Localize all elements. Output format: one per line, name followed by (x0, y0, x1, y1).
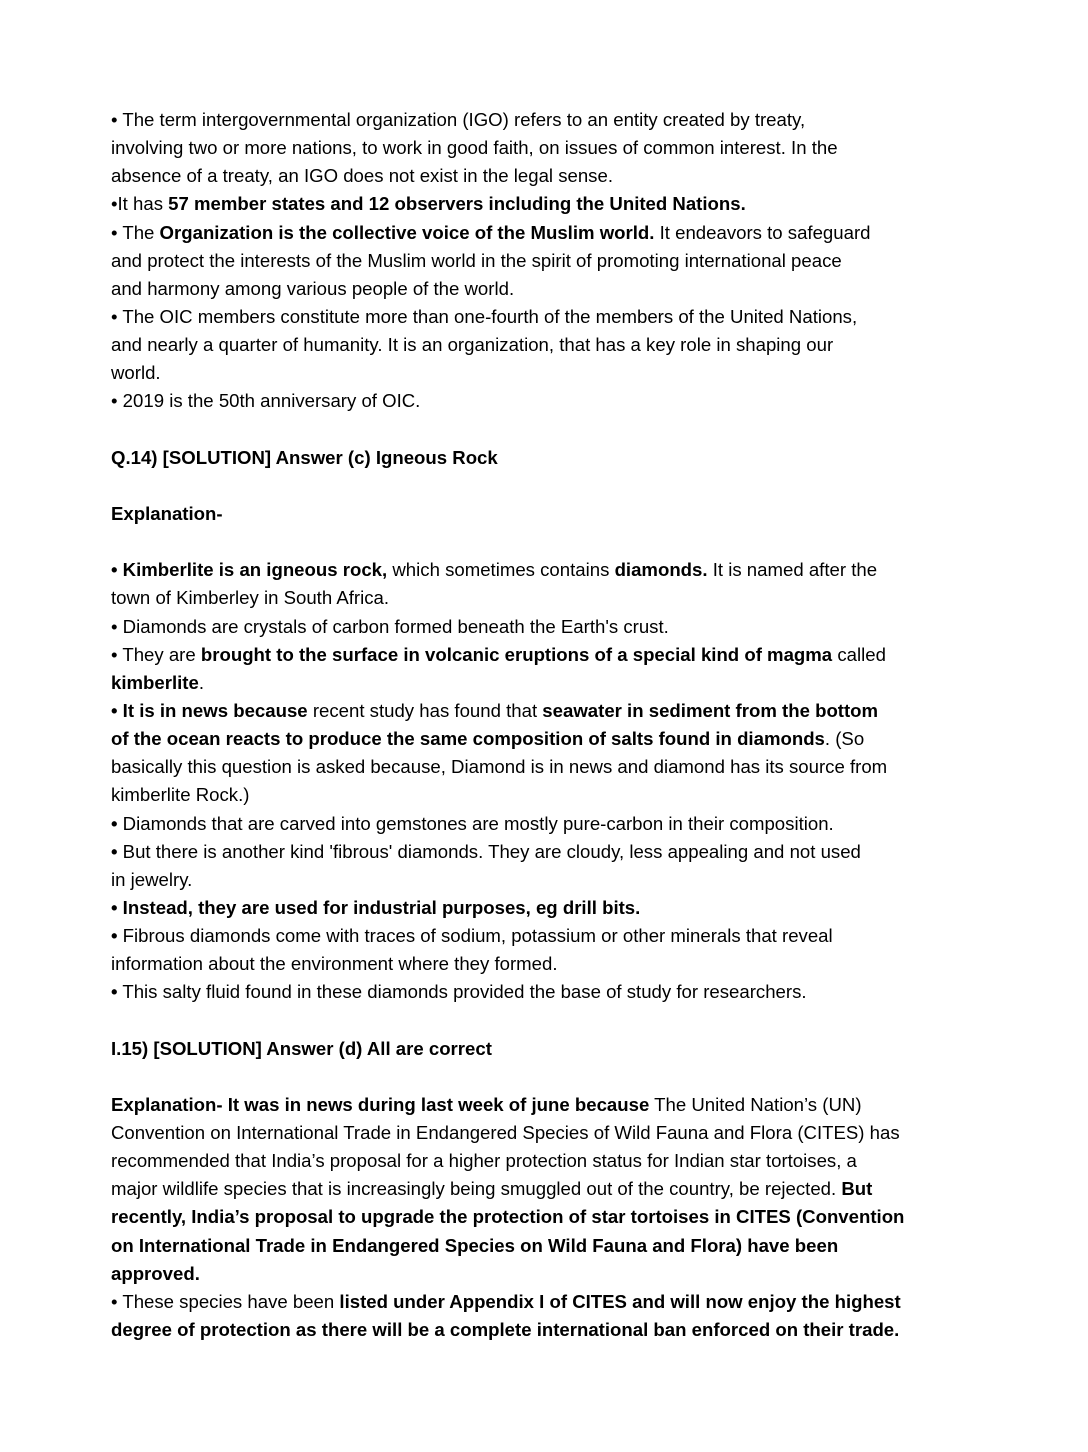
bold-text: • Instead, they are used for industrial purposes, eg drill bits. (111, 896, 641, 918)
text-line (111, 613, 1011, 641)
text-line (111, 1260, 1011, 1288)
text: world. (111, 362, 161, 384)
text: major wildlife species that is increasingly being smuggled out of the country, be rejected. (111, 1178, 842, 1200)
text-line (111, 387, 1011, 415)
text-line (111, 1203, 1011, 1231)
text: • The OIC members constitute more than one-fourth of the members of the United Nations, (111, 305, 858, 327)
text-line (111, 838, 1011, 866)
bold-text: Explanation- (111, 502, 223, 524)
blank-line (111, 528, 1011, 556)
text: . (198, 671, 205, 693)
bold-text: brought to the surface in volcanic eruptions of a special kind of magma (200, 643, 833, 665)
text: in jewelry. (111, 868, 193, 890)
text: • These species have been (111, 1290, 340, 1312)
text: and nearly a quarter of humanity. It is an organization, that has a key role in shaping our (111, 334, 834, 356)
text: . (So (824, 728, 865, 750)
bold-text: of the ocean reacts to produce the same composition of salts found in diamonds (111, 728, 825, 750)
blank-line (111, 1063, 1011, 1091)
text-line (111, 1035, 1011, 1063)
text: But there is another kind 'fibrous' diamonds. They are cloudy, less appealing and not used (117, 840, 861, 862)
bold-text: 57 member states and 12 observers including the United Nations. (168, 193, 746, 215)
text-line (111, 950, 1011, 978)
text: and protect the interests of the Muslim world in the spirit of promoting international peace (111, 249, 842, 271)
text-line (111, 1119, 1011, 1147)
text: It is named after the (707, 559, 878, 581)
text-line (111, 697, 1011, 725)
text-line (111, 1232, 1011, 1260)
bold-text: Explanation- It was in news during last week of june because (111, 1093, 650, 1115)
text-line (111, 190, 1011, 218)
bold-text: I.15) [SOLUTION] Answer (d) All are correct (111, 1037, 492, 1059)
text-line (111, 331, 1011, 359)
text: town of Kimberley in South Africa. (111, 587, 390, 609)
text: Fibrous diamonds come with traces of sodium, potassium or other minerals that reveal (117, 925, 833, 947)
text-line (111, 781, 1011, 809)
bold-text: Q.14) [SOLUTION] Answer (c) Igneous Rock (111, 446, 498, 468)
bold-text: degree of protection as there will be a complete international ban enforced on their trade. (111, 1319, 900, 1341)
text-line (111, 219, 1011, 247)
text: involving two or more nations, to work in good faith, on issues of common interest. In the (111, 137, 838, 159)
text: • The term intergovernmental organization (IGO) refers to an entity created by treaty, (111, 109, 806, 130)
blank-line (111, 1007, 1011, 1035)
bold-text: • (111, 812, 118, 834)
text-line (111, 1316, 1011, 1344)
bold-text: But (841, 1178, 873, 1200)
text-line (111, 444, 1011, 472)
bold-text: • (111, 981, 118, 1003)
text-line (111, 1288, 1011, 1316)
bold-text: diamonds. (614, 559, 708, 581)
text: • Diamonds are crystals of carbon formed beneath the Earth's crust. (111, 615, 669, 637)
text-line (111, 359, 1011, 387)
text: information about the environment where they formed. (111, 953, 558, 975)
blank-line (111, 416, 1011, 444)
text-line (111, 978, 1011, 1006)
text: • 2019 is the 50th anniversary of OIC. (111, 390, 421, 412)
text: absence of a treaty, an IGO does not exist in the legal sense. (111, 165, 613, 187)
text: This salty fluid found in these diamonds provided the base of study for researchers. (117, 981, 807, 1003)
text: called (832, 643, 886, 665)
text-line (111, 556, 1011, 584)
text: • They are (111, 643, 201, 665)
bold-text: on International Trade in Endangered Species on Wild Fauna and Flora) have been (111, 1234, 839, 1256)
text: It endeavors to safeguard (654, 221, 871, 243)
text-line (111, 753, 1011, 781)
bold-text: approved. (111, 1262, 200, 1284)
text-line (111, 162, 1011, 190)
text-line (111, 1091, 1011, 1119)
document-page (111, 106, 1011, 1344)
bold-text: Organization is the collective voice of the Muslim world. (159, 221, 655, 243)
text-line (111, 866, 1011, 894)
text-line (111, 1147, 1011, 1175)
bold-text: • (111, 840, 118, 862)
text-line (111, 894, 1011, 922)
text: •It has (111, 193, 169, 215)
text: kimberlite Rock.) (111, 784, 250, 806)
text-line (111, 669, 1011, 697)
text: • The (111, 221, 160, 243)
bold-text: seawater in sediment from the bottom (542, 699, 879, 721)
text: which sometimes contains (387, 559, 615, 581)
bold-text: • It is in news because (111, 699, 308, 721)
bold-text: listed under Appendix I of CITES and will now enjoy the highest (339, 1290, 901, 1312)
bold-text: recently, India’s proposal to upgrade the protection of star tortoises in CITES (Convention (111, 1206, 905, 1228)
text: recommended that India’s proposal for a higher protection status for Indian star tortoises, a (111, 1150, 857, 1172)
bold-text: • (111, 925, 118, 947)
text-line (111, 106, 1011, 134)
text: basically this question is asked because, Diamond is in news and diamond has its source from (111, 756, 888, 778)
text: recent study has found that (307, 699, 543, 721)
blank-line (111, 472, 1011, 500)
text-line (111, 275, 1011, 303)
text: Convention on International Trade in Endangered Species of Wild Fauna and Flora (CITES) has (111, 1122, 900, 1144)
text-line (111, 247, 1011, 275)
text: Diamonds that are carved into gemstones are mostly pure-carbon in their composition. (117, 812, 834, 834)
text-line (111, 500, 1011, 528)
text-line (111, 641, 1011, 669)
text-line (111, 922, 1011, 950)
text-line (111, 810, 1011, 838)
text: The United Nation’s (UN) (649, 1093, 862, 1115)
text-line (111, 725, 1011, 753)
text: and harmony among various people of the world. (111, 277, 515, 299)
text-line (111, 1175, 1011, 1203)
text-line (111, 584, 1011, 612)
bold-text: kimberlite (111, 671, 199, 693)
text-line (111, 303, 1011, 331)
bold-text: • Kimberlite is an igneous rock, (111, 559, 388, 581)
text-line (111, 134, 1011, 162)
